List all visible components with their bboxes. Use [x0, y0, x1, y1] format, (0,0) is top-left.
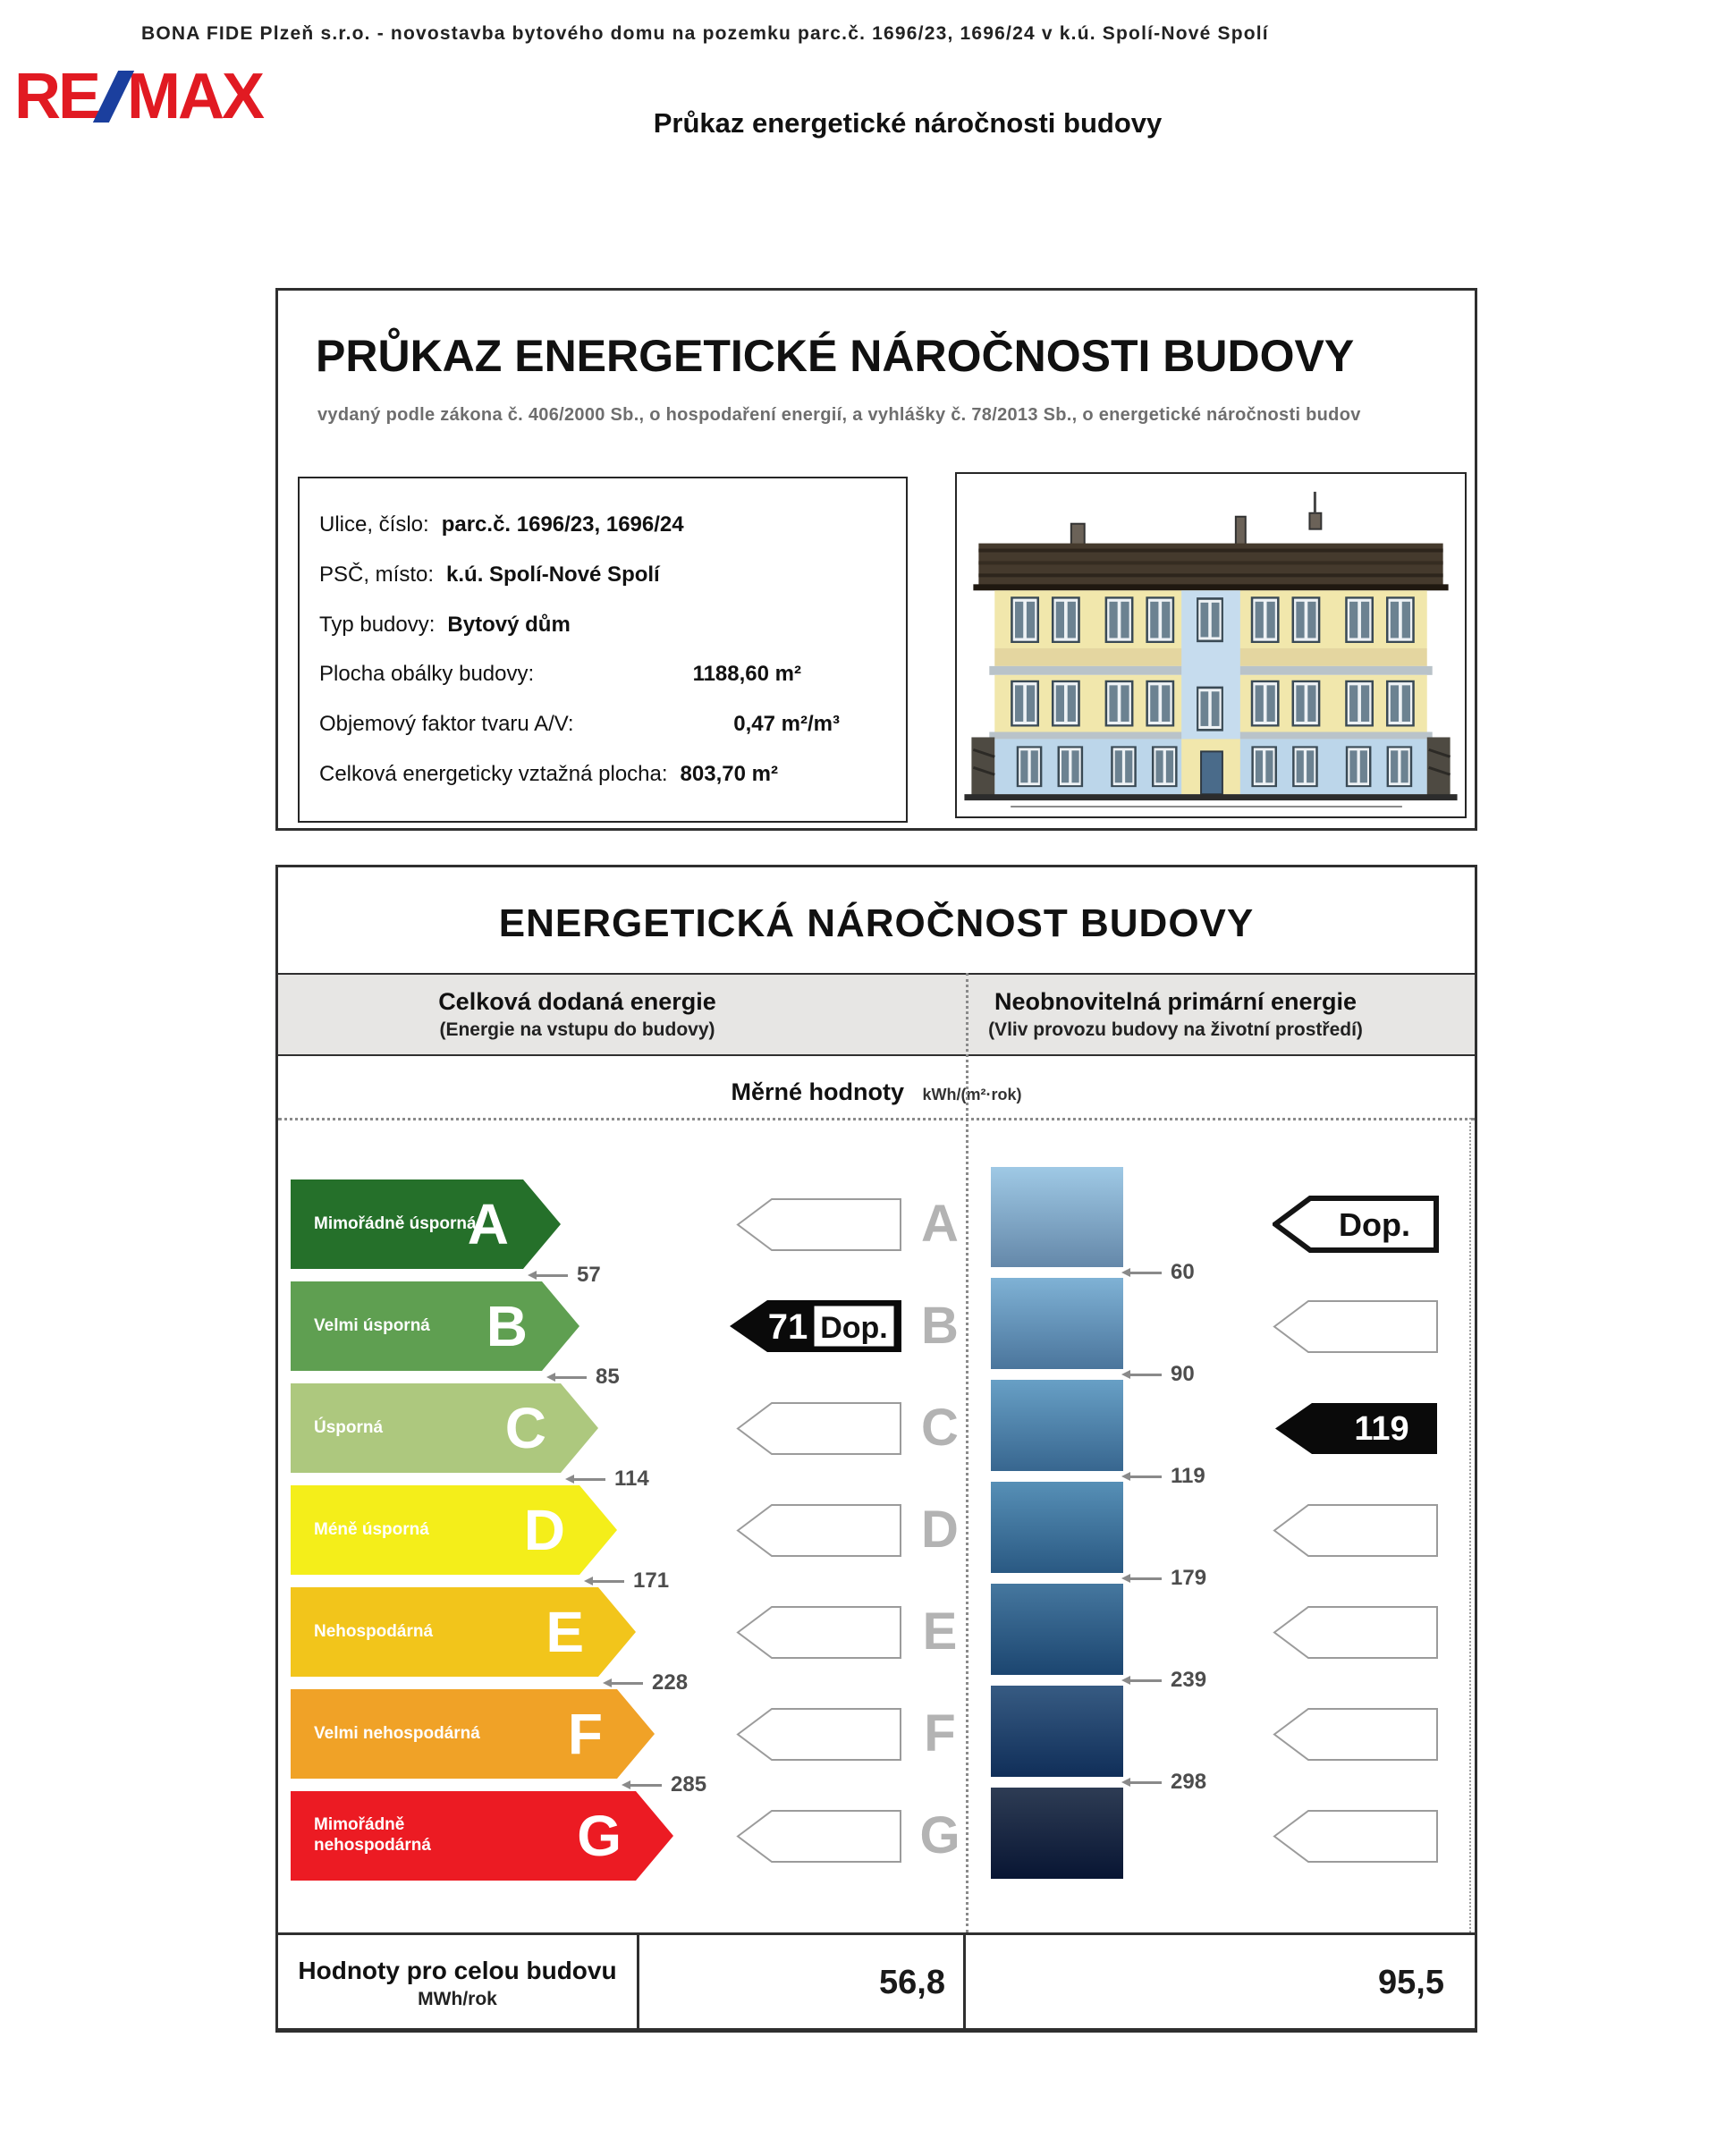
band-G-letter: G [577, 1804, 622, 1868]
right-rating-value: 119 [1354, 1410, 1409, 1448]
tick-arrow-icon [1129, 1577, 1162, 1580]
left-threshold-57 [536, 1263, 601, 1287]
right-threshold-90 [1129, 1362, 1195, 1386]
band-G-label: Mimořádně nehospodárná [314, 1815, 431, 1855]
right-recommended-label: Dop. [1339, 1206, 1410, 1243]
factor-value: 0,47 m²/m³ [733, 712, 840, 737]
tick-arrow-icon [1129, 1272, 1162, 1274]
right-threshold-298 [1129, 1770, 1207, 1794]
right-empty-arrow-D [1273, 1502, 1440, 1563]
band-F [291, 1689, 617, 1779]
street-label: Ulice, číslo: [319, 512, 429, 537]
footer-label-cell [278, 1935, 639, 2031]
blue-scale-segment-5 [991, 1584, 1123, 1675]
area-label: Celková energeticky vztažná plocha: [319, 762, 668, 787]
band-E-label: Nehospodárná [314, 1621, 434, 1641]
area-value: 803,70 m² [680, 762, 778, 787]
right-recommended-arrow-dop [1273, 1195, 1440, 1258]
tick-arrow-icon [573, 1478, 605, 1481]
left-header-title: Celková dodaná energie [438, 988, 716, 1015]
tick-arrow-icon [592, 1580, 624, 1583]
band-A [291, 1179, 523, 1269]
tick-arrow-icon [554, 1376, 587, 1379]
band-E-letter: E [546, 1600, 584, 1664]
right-threshold-90-value: 90 [1171, 1362, 1195, 1386]
blue-scale-segment-4 [991, 1482, 1123, 1573]
info-row-factor [300, 712, 906, 737]
left-rating-arrow-71-dop [727, 1297, 904, 1360]
band-C [291, 1383, 561, 1473]
left-threshold-285 [630, 1772, 707, 1797]
band-C-letter: C [504, 1396, 546, 1460]
right-threshold-239 [1129, 1668, 1207, 1692]
certificate-subtitle: vydaný podle zákona č. 406/2000 Sb., o hospodaření energií, a vyhlášky č. 78/2013 Sb., o energetické náročnosti budov [317, 405, 1361, 425]
footer-label-line1: Hodnoty pro celou budovu [298, 1956, 617, 1984]
right-header-title: Neobnovitelná primární energie [994, 988, 1358, 1015]
right-threshold-119 [1129, 1464, 1205, 1488]
scale-letter-B: B [921, 1297, 959, 1355]
left-threshold-85-value: 85 [596, 1365, 620, 1389]
tick-arrow-icon [630, 1784, 662, 1787]
scale-letter-G: G [919, 1806, 960, 1864]
left-threshold-228 [611, 1670, 689, 1695]
energy-rating-box [275, 865, 1477, 2033]
band-E [291, 1587, 598, 1677]
left-threshold-114-value: 114 [614, 1467, 649, 1491]
right-threshold-179 [1129, 1566, 1207, 1590]
left-empty-arrow-C [736, 1400, 903, 1461]
left-empty-arrow-E [736, 1604, 903, 1665]
info-row-city [300, 562, 906, 588]
right-empty-arrow-G [1273, 1808, 1440, 1869]
remax-logo-re: RE [14, 61, 99, 132]
tick-arrow-icon [1129, 1679, 1162, 1682]
horizontal-dotted-divider [278, 1118, 1475, 1120]
band-F-arrow-tip [617, 1689, 655, 1779]
left-empty-arrow-D [736, 1502, 903, 1563]
energy-section-title: ENERGETICKÁ NÁROČNOST BUDOVY [498, 901, 1255, 945]
band-B-label: Velmi úsporná [314, 1315, 430, 1335]
blue-scale-segment-1 [991, 1167, 1123, 1267]
tick-arrow-icon [1129, 1374, 1162, 1376]
left-empty-arrow-A [736, 1196, 903, 1257]
document-header-line: BONA FIDE Plzeň s.r.o. - novostavba bytového domu na pozemku parc.č. 1696/23, 1696/24 v k.ú. Spolí-Nové Spolí [141, 23, 1269, 44]
right-threshold-179-value: 179 [1171, 1566, 1207, 1590]
right-empty-arrow-E [1273, 1604, 1440, 1665]
left-empty-arrow-F [736, 1706, 903, 1767]
right-header-subtitle: (Vliv provozu budovy na životní prostředí) [988, 1019, 1363, 1040]
left-threshold-85 [554, 1365, 620, 1389]
left-threshold-171-value: 171 [633, 1568, 670, 1593]
band-C-label: Úsporná [314, 1417, 384, 1437]
scale-letter-A: A [921, 1195, 959, 1253]
left-rating-value: 71 [767, 1307, 808, 1347]
footer-left-value: 56,8 [639, 1935, 966, 2031]
scale-letter-C: C [921, 1399, 959, 1457]
band-A-label: Mimořádně úsporná [314, 1213, 477, 1233]
band-F-letter: F [567, 1702, 603, 1766]
info-row-street [300, 512, 906, 537]
footer-right-value: 95,5 [1378, 1964, 1444, 2001]
remax-logo-max: MAX [127, 61, 263, 132]
band-B [291, 1281, 542, 1371]
left-threshold-57-value: 57 [577, 1263, 601, 1287]
right-threshold-298-value: 298 [1171, 1770, 1207, 1794]
specific-values-units: kWh/(m²·rok) [922, 1086, 1022, 1103]
band-B-letter: B [486, 1294, 528, 1358]
right-threshold-60 [1129, 1260, 1195, 1284]
blue-scale-segment-2 [991, 1278, 1123, 1369]
type-label: Typ budovy: [319, 612, 436, 637]
band-D [291, 1485, 579, 1575]
building-elevation-drawing [957, 474, 1465, 816]
band-D-label: Méně úsporná [314, 1519, 429, 1539]
tick-arrow-icon [1129, 1475, 1162, 1478]
blue-scale-segment-6 [991, 1686, 1123, 1777]
blue-scale-segment-7 [991, 1788, 1123, 1879]
left-threshold-171 [592, 1568, 670, 1593]
info-row-type [300, 613, 906, 638]
left-empty-arrow-G [736, 1808, 903, 1869]
right-inner-dotted-line [1469, 1118, 1471, 1932]
band-B-arrow-tip [542, 1281, 579, 1371]
footer-label-line2: MWh/rok [418, 1988, 497, 2009]
scale-letter-F: F [924, 1704, 956, 1763]
band-F-label: Velmi nehospodárná [314, 1723, 480, 1743]
city-label: PSČ, místo: [319, 562, 435, 587]
left-rating-tag: Dop. [820, 1311, 888, 1345]
certificate-header-box [275, 288, 1477, 831]
certificate-title: PRŮKAZ ENERGETICKÉ NÁROČNOSTI BUDOVY [316, 331, 1355, 381]
left-threshold-285-value: 285 [671, 1772, 707, 1797]
left-threshold-114 [573, 1467, 649, 1491]
tick-arrow-icon [1129, 1781, 1162, 1784]
building-info-box [298, 477, 908, 823]
right-threshold-60-value: 60 [1171, 1260, 1195, 1284]
band-A-letter: A [467, 1192, 509, 1256]
building-image-box [955, 472, 1467, 818]
right-rating-arrow-119 [1273, 1400, 1440, 1461]
column-headers [278, 973, 1475, 1056]
band-G [291, 1791, 636, 1881]
whole-building-values-row [278, 1932, 1475, 2031]
band-A-arrow-tip [523, 1179, 561, 1269]
specific-values-label: Měrné hodnoty [731, 1078, 905, 1105]
left-header-subtitle: (Energie na vstupu do budovy) [439, 1019, 715, 1040]
info-row-envelope [300, 662, 906, 687]
remax-logo [14, 61, 263, 132]
specific-values-caption [278, 1078, 1475, 1106]
document-subtitle: Průkaz energetické náročnosti budovy [653, 107, 1163, 139]
band-E-arrow-tip [598, 1587, 636, 1677]
envelope-label: Plocha obálky budovy: [319, 662, 535, 687]
band-C-arrow-tip [561, 1383, 598, 1473]
right-empty-arrow-B [1273, 1298, 1440, 1359]
type-value: Bytový dům [447, 612, 571, 637]
info-row-area [300, 762, 906, 787]
band-D-letter: D [523, 1498, 565, 1562]
right-threshold-239-value: 239 [1171, 1668, 1207, 1692]
left-threshold-228-value: 228 [652, 1670, 689, 1695]
factor-label: Objemový faktor tvaru A/V: [319, 712, 574, 737]
blue-scale-segment-3 [991, 1380, 1123, 1471]
band-D-arrow-tip [579, 1485, 617, 1575]
scale-letter-E: E [922, 1602, 958, 1661]
envelope-value: 1188,60 m² [692, 662, 801, 687]
tick-arrow-icon [611, 1682, 643, 1685]
city-value: k.ú. Spolí-Nové Spolí [446, 562, 660, 587]
right-threshold-119-value: 119 [1171, 1464, 1205, 1488]
street-value: parc.č. 1696/23, 1696/24 [441, 512, 684, 537]
tick-arrow-icon [536, 1274, 568, 1277]
band-G-arrow-tip [636, 1791, 673, 1881]
left-column-header [278, 975, 876, 1054]
right-empty-arrow-F [1273, 1706, 1440, 1767]
scale-letter-D: D [921, 1501, 959, 1559]
